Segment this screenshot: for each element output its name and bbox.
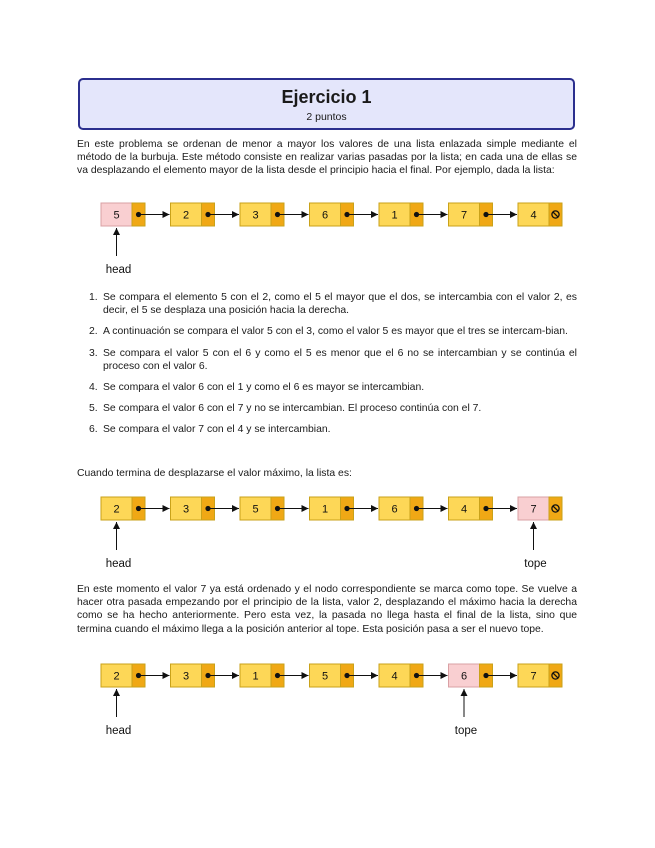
- node-value: 3: [252, 209, 259, 222]
- step-number: 5.: [89, 403, 98, 415]
- list-node: [171, 664, 215, 687]
- list-node: [101, 497, 145, 520]
- list-node: [379, 497, 423, 520]
- list-node: [449, 497, 493, 520]
- head-label: head: [105, 558, 132, 570]
- node-value: 1: [252, 670, 259, 683]
- node-value: 4: [460, 503, 468, 516]
- step-item: [77, 402, 577, 415]
- exercise-points: 2 puntos: [306, 111, 347, 123]
- node-value: 1: [321, 503, 329, 516]
- node-value: 3: [182, 670, 190, 683]
- step-text: Se compara el valor 5 con el 6 y como el 5 es menor que el 6 no se intercambian y se continúa el proceso con el valor 6.: [103, 347, 577, 372]
- node-value: 7: [530, 670, 537, 683]
- list-node: [240, 203, 284, 226]
- list-node: [449, 203, 493, 226]
- linked-list-initial: [0, 198, 655, 288]
- list-node: [310, 497, 354, 520]
- linked-list-second-pass: [0, 659, 655, 749]
- node-value: 4: [391, 670, 398, 683]
- list-node: [379, 664, 423, 687]
- list-node: [449, 664, 493, 687]
- step-text: Se compara el valor 6 con el 7 y no se intercambian. El proceso continúa con el 7.: [103, 403, 482, 415]
- node-value: 5: [321, 670, 329, 683]
- node-value: 2: [113, 670, 120, 683]
- tope-label: tope: [524, 558, 547, 570]
- step-number: 1.: [89, 292, 98, 303]
- node-value: 7: [460, 209, 468, 222]
- step-item: [77, 325, 577, 338]
- step-number: 6.: [89, 424, 98, 436]
- list-node: [101, 664, 145, 687]
- node-value: 2: [113, 503, 120, 516]
- node-value: 1: [391, 209, 398, 222]
- closing-paragraph: En este momento el valor 7 ya está ordenado y el nodo correspondiente se marca como tope. Se vuelve a hacer otra pasada empezando por el principio de la lista, valor 2, desplazando el máximo hacia la derecha como se ha hecho anteriormente. Pero esta vez, la pasada no llega hasta el final de la lista, sino que termina cuando el máximo llega a la posición anterior al tope. Esta posición pasa a ser el nuevo tope.: [77, 584, 577, 635]
- list-node: [240, 497, 284, 520]
- step-number: 2.: [89, 326, 98, 338]
- head-label: head: [105, 264, 132, 276]
- list-node: [518, 664, 562, 687]
- list-node: [379, 203, 423, 226]
- tope-label: tope: [454, 725, 478, 737]
- list-node: [171, 203, 215, 226]
- node-value: 7: [530, 503, 537, 516]
- node-value: 6: [460, 670, 468, 683]
- step-text: Se compara el valor 6 con el 1 y como el 6 es mayor se intercambian.: [103, 382, 425, 394]
- list-node: [310, 664, 354, 687]
- step-item: [77, 381, 577, 394]
- list-node: [240, 664, 284, 687]
- node-value: 2: [182, 209, 190, 222]
- list-node: [171, 497, 215, 520]
- node-value: 5: [113, 209, 120, 222]
- step-text: A continuación se compara el valor 5 con el 3, como el valor 5 es mayor que el tres se intercam-bian.: [103, 326, 568, 338]
- list-node: [101, 203, 145, 226]
- step-number: 4.: [89, 382, 98, 394]
- node-value: 6: [391, 503, 398, 516]
- node-value: 3: [182, 503, 190, 516]
- steps-list: [77, 291, 577, 445]
- list-node: [518, 497, 562, 520]
- exercise-header: [78, 78, 575, 130]
- step-number: 3.: [89, 347, 98, 359]
- node-value: 5: [252, 503, 259, 516]
- step-text: Se compara el valor 7 con el 4 y se intercambian.: [103, 424, 331, 436]
- middle-paragraph: Cuando termina de desplazarse el valor máximo, la lista es:: [77, 468, 352, 479]
- node-value: 4: [530, 209, 537, 222]
- intro-paragraph: En este problema se ordenan de menor a mayor los valores de una lista enlazada simple mediante el método de la burbuja. Este método consiste en realizar varias pasadas por la lista; en cada una de ellas se va desplazando el elemento mayor de la lista desde el principio hacia el final. Por ejemplo, dada la lista:: [77, 139, 577, 177]
- head-label: head: [105, 725, 132, 737]
- step-item: [77, 347, 577, 373]
- linked-list-after-pass: [0, 492, 655, 582]
- node-value: 6: [321, 209, 329, 222]
- list-node: [518, 203, 562, 226]
- exercise-title: Ejercicio 1: [281, 87, 372, 107]
- step-item: [77, 423, 577, 436]
- list-node: [310, 203, 354, 226]
- step-item: [77, 291, 577, 317]
- step-text: Se compara el elemento 5 con el 2, como el 5 el mayor que el dos, se intercambia con el valor 2, es decir, el 5 se desplaza una posición hacia la derecha.: [103, 292, 577, 317]
